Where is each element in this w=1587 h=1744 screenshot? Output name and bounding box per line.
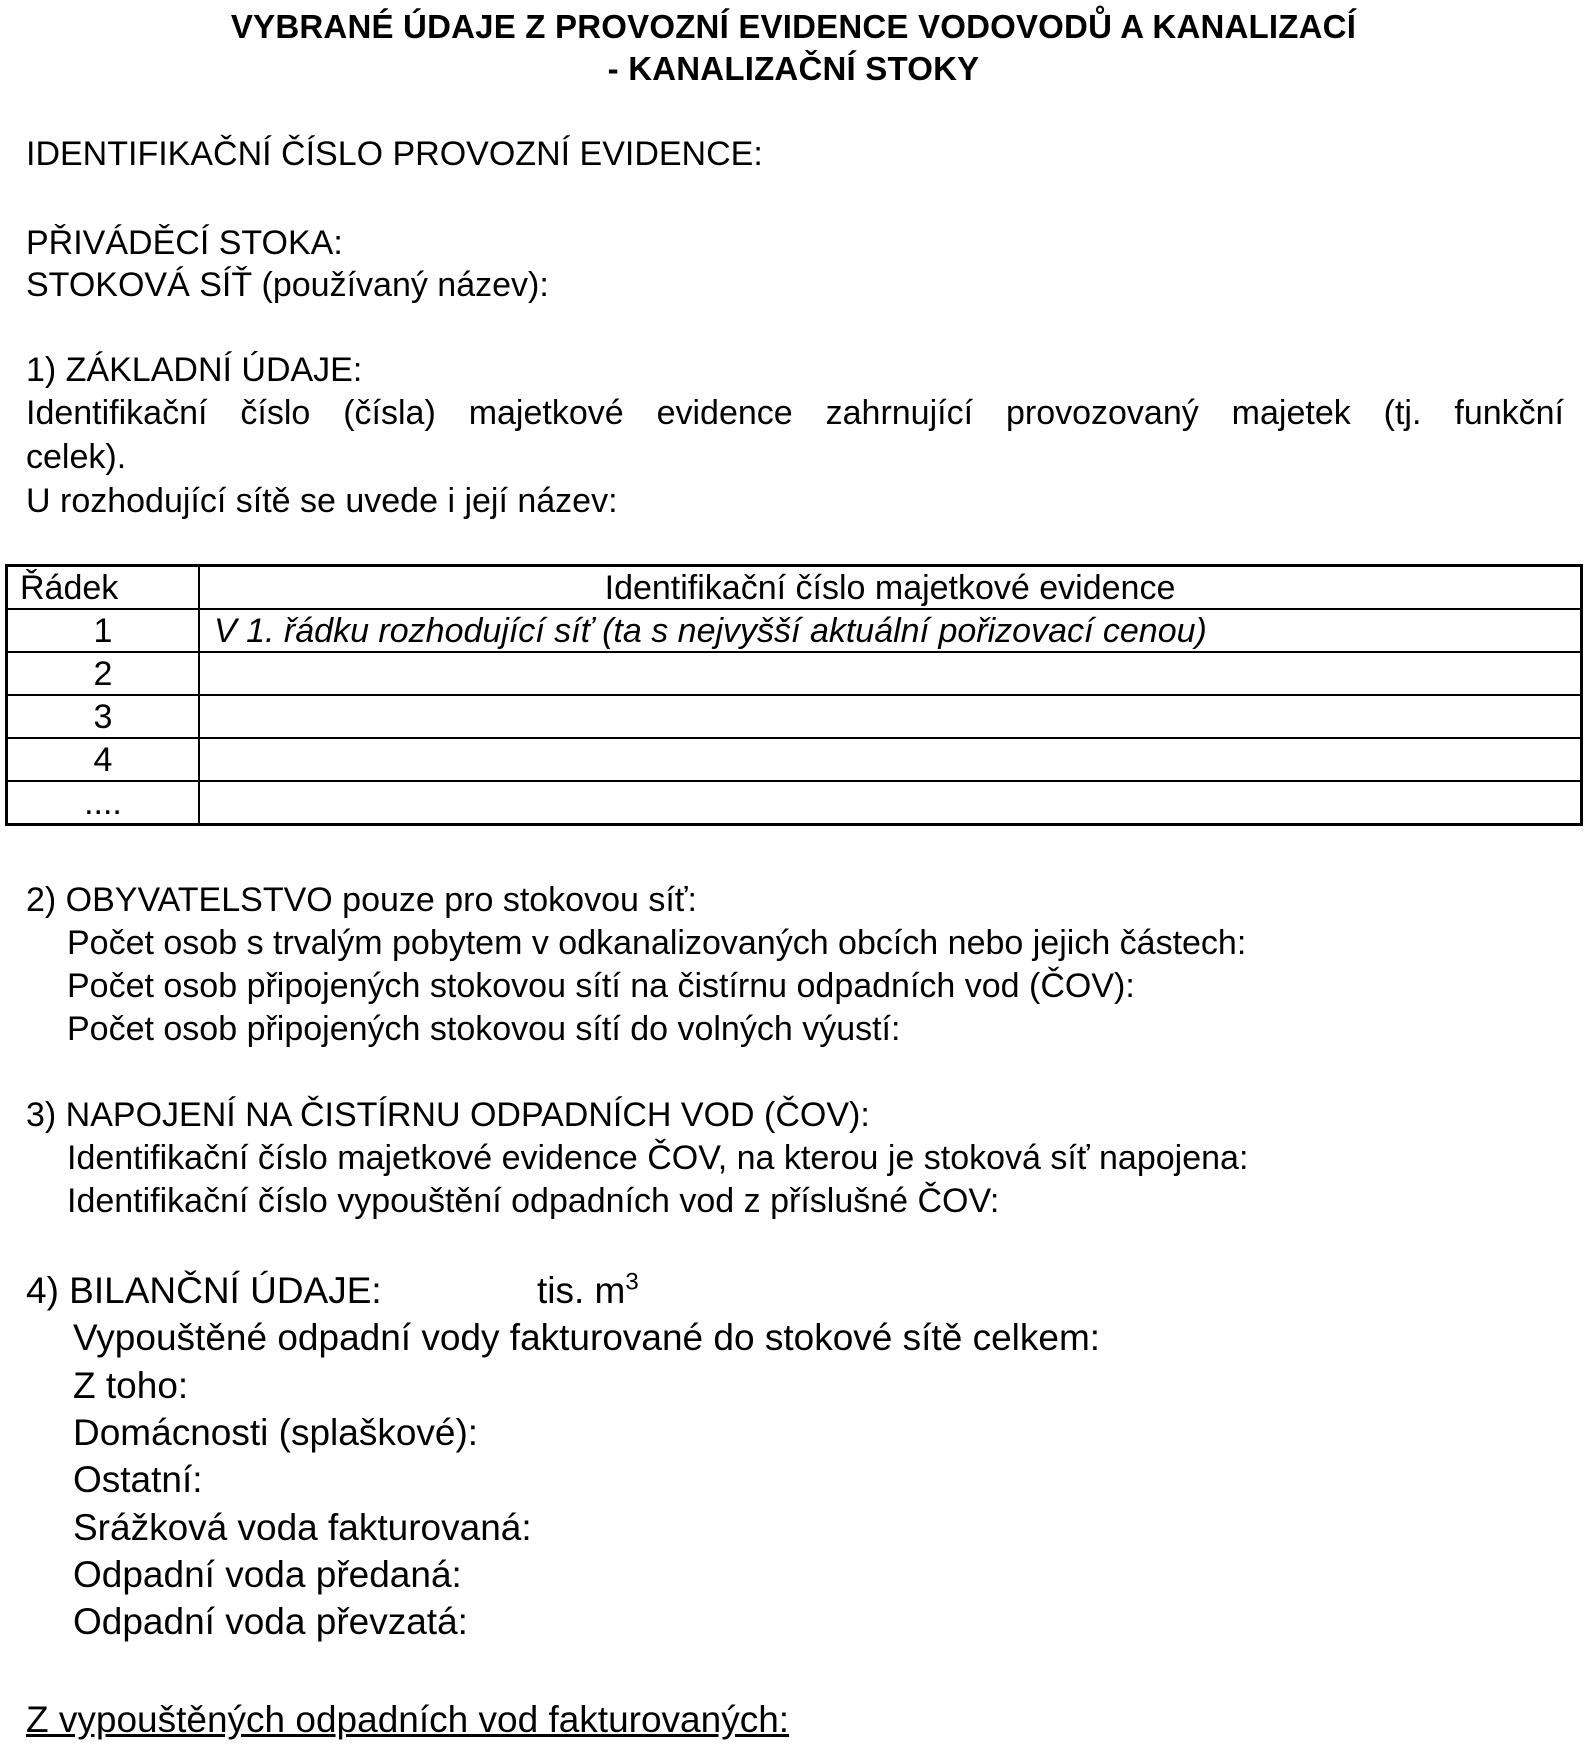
- table-header-row: [7, 566, 1582, 610]
- unit-exponent: 3: [625, 1268, 639, 1296]
- section2-item: Počet osob s trvalým pobytem v odkanalizovaných obcích nebo jejich částech:: [67, 924, 1247, 962]
- feeder-sewer-label: PŘIVÁDĚCÍ STOKA:: [26, 224, 343, 262]
- identification-label: IDENTIFIKAČNÍ ČÍSLO PROVOZNÍ EVIDENCE:: [26, 135, 763, 173]
- asset-id-cell: [199, 652, 1582, 695]
- table-row: [7, 695, 1582, 738]
- section3-item: Identifikační číslo majetkové evidence ČOV, na kterou je stoková síť napojena:: [67, 1139, 1249, 1177]
- asset-id-cell: V 1. řádku rozhodující síť (ta s nejvyšší aktuální pořizovací cenou): [199, 609, 1582, 652]
- document-title-line2: - KANALIZAČNÍ STOKY: [607, 50, 980, 87]
- header-row-number: Řádek: [7, 566, 200, 610]
- row-number-cell: ....: [7, 781, 200, 825]
- sewer-network-label: STOKOVÁ SÍŤ (používaný název):: [26, 266, 549, 304]
- asset-id-cell: [199, 738, 1582, 781]
- section1-text-line2: celek).: [26, 438, 127, 476]
- asset-id-cell: [199, 781, 1582, 825]
- document-title-line1: VYBRANÉ ÚDAJE Z PROVOZNÍ EVIDENCE VODOVODŮ A KANALIZACÍ: [230, 8, 1357, 45]
- section4-item: Z toho:: [73, 1365, 189, 1406]
- footer-underlined-heading: Z vypouštěných odpadních vod fakturovaných:: [26, 1699, 790, 1740]
- row-number-cell: 4: [7, 738, 200, 781]
- section3-item: Identifikační číslo vypouštění odpadních vod z příslušné ČOV:: [67, 1182, 1000, 1220]
- row-number-cell: 1: [7, 609, 200, 652]
- section4-item: Odpadní voda převzatá:: [73, 1601, 468, 1642]
- section4-unit: [537, 1268, 639, 1311]
- section2-item: Počet osob připojených stokovou sítí na čistírnu odpadních vod (ČOV):: [67, 967, 1135, 1005]
- section4-item: Odpadní voda předaná:: [73, 1554, 462, 1595]
- header-asset-id: Identifikační číslo majetkové evidence: [199, 566, 1582, 610]
- table-row: [7, 738, 1582, 781]
- row-number-cell: 2: [7, 652, 200, 695]
- asset-evidence-table: [5, 564, 1583, 826]
- table-row: [7, 609, 1582, 652]
- asset-id-cell: [199, 695, 1582, 738]
- section2-heading: 2) OBYVATELSTVO pouze pro stokovou síť:: [26, 881, 698, 919]
- section2-item: Počet osob připojených stokovou sítí do volných výustí:: [67, 1010, 901, 1048]
- section1-text-line1: Identifikační číslo (čísla) majetkové evidence zahrnující provozovaný majetek (tj. funkční: [26, 394, 1564, 432]
- unit-text: tis. m: [537, 1270, 626, 1311]
- table-row: [7, 781, 1582, 825]
- section1-heading: 1) ZÁKLADNÍ ÚDAJE:: [26, 351, 363, 389]
- section4-item: Srážková voda fakturovaná:: [73, 1507, 532, 1548]
- section4-item: Vypouštěné odpadní vody fakturované do stokové sítě celkem:: [73, 1317, 1101, 1358]
- section4-item: Domácnosti (splaškové):: [73, 1412, 479, 1453]
- section4-item: Ostatní:: [73, 1459, 203, 1500]
- table-row: [7, 652, 1582, 695]
- section1-text-line3: U rozhodující sítě se uvede i její název:: [26, 482, 618, 520]
- row-number-cell: 3: [7, 695, 200, 738]
- section3-heading: 3) NAPOJENÍ NA ČISTÍRNU ODPADNÍCH VOD (ČOV):: [26, 1096, 870, 1134]
- section4-heading: 4) BILANČNÍ ÚDAJE:: [26, 1270, 382, 1311]
